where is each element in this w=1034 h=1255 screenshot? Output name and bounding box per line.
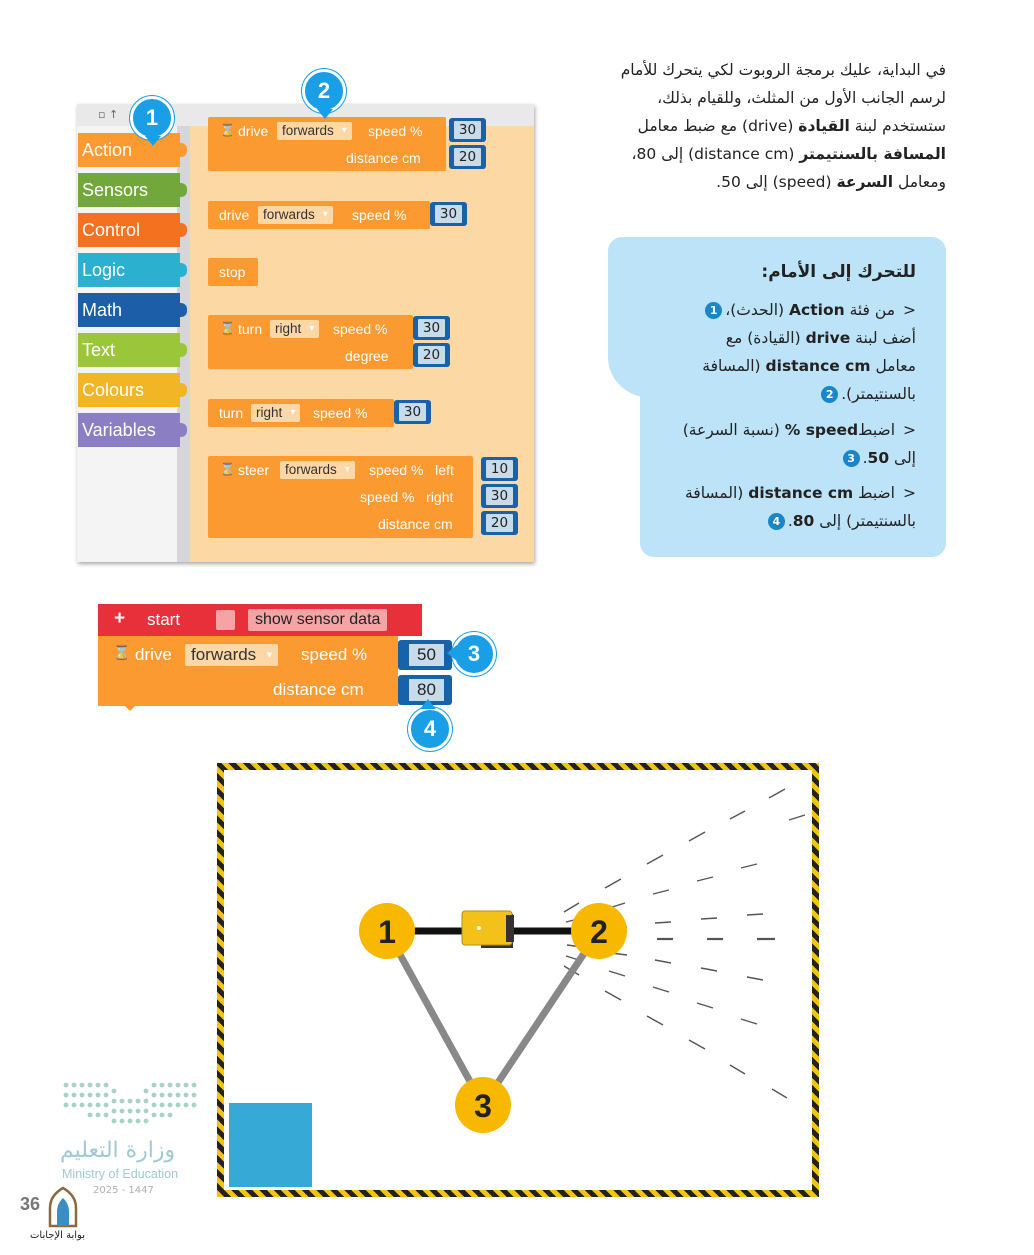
answers-portal-logo-icon: [44, 1186, 82, 1230]
ministry-name-arabic: وزارة التعليم: [60, 1138, 176, 1163]
intro-line: ومعامل السرعة (speed) إلى 50.: [716, 173, 946, 191]
hourglass-icon: ⌛: [220, 321, 235, 335]
callout-badge-3: 3: [452, 632, 496, 676]
show-sensor-data-label: show sensor data: [248, 609, 387, 631]
point-1: [359, 903, 415, 959]
ministry-years: 2025 - 1447: [93, 1185, 154, 1196]
program-drive-block[interactable]: ⌛ drive forwards ▾ speed % distance cm: [98, 636, 398, 706]
info-title: للتحرك إلى الأمام:: [761, 262, 916, 282]
step-number-badge: 4: [768, 513, 785, 530]
degree-value-input[interactable]: 20: [413, 343, 450, 367]
turn-block[interactable]: turn right ▾ speed %: [208, 399, 394, 427]
distance-value-input[interactable]: 20: [449, 145, 486, 169]
speed-value-input[interactable]: 30: [449, 118, 486, 142]
category-sensors[interactable]: Sensors: [78, 173, 180, 207]
palette-topbar-icons: ▫ ↑: [98, 108, 119, 121]
info-step-3: <اضبط distance cm (المسافة بالسنتيمتر) إلى 80.4: [684, 484, 916, 530]
category-logic[interactable]: Logic: [78, 253, 180, 287]
speed-value-input[interactable]: 30: [413, 316, 450, 340]
speed-value-input[interactable]: 50: [398, 640, 452, 670]
turn-degree-block[interactable]: ⌛ turn right ▾ speed % degree: [208, 315, 413, 369]
hourglass-icon: ⌛: [113, 645, 131, 661]
speed-value-input[interactable]: 30: [394, 400, 431, 424]
category-colours[interactable]: Colours: [78, 373, 180, 407]
info-step-1: <من فئة Action (الحدث)،1 أضف لبنة drive (القيادة) مع معامل distance cm (المسافة بالسنتيمتر).2: [702, 301, 916, 403]
callout-badge-2: 2: [302, 69, 346, 113]
intro-line: المسافة بالسنتيمتر (distance cm) إلى 80،: [631, 145, 946, 163]
step-number-badge: 1: [705, 302, 722, 319]
steer-block[interactable]: ⌛ steer forwards ▾ speed % left speed % right distance cm: [208, 456, 473, 538]
direction-dropdown[interactable]: forwards ▾: [280, 461, 355, 479]
callout-badge-4: 4: [408, 707, 452, 751]
left-speed-input[interactable]: 10: [481, 457, 518, 481]
svg-text:2: 2: [590, 914, 608, 950]
callout-badge-1: 1: [130, 96, 174, 140]
direction-dropdown[interactable]: forwards ▾: [277, 122, 352, 140]
distance-value-input[interactable]: 80: [398, 675, 452, 705]
badge-pointer: [447, 645, 457, 661]
step-number-badge: 2: [821, 386, 838, 403]
stage-drawing: [217, 763, 819, 1197]
intro-line: ستستخدم لبنة القيادة (drive) مع ضبط معامل: [637, 117, 946, 135]
hourglass-icon: ⌛: [220, 462, 235, 476]
sensor-checkbox[interactable]: [216, 610, 235, 630]
svg-text:1: 1: [378, 914, 396, 950]
direction-dropdown[interactable]: forwards ▾: [258, 206, 333, 224]
drive-distance-block[interactable]: ⌛ drive forwards ▾ speed % distance cm: [208, 117, 446, 171]
distance-value-input[interactable]: 20: [481, 511, 518, 535]
triangle-side-2-3: [483, 931, 599, 1105]
answers-portal-label: بوابة الإجابات: [30, 1230, 86, 1241]
page-number: 36: [20, 1194, 41, 1214]
right-speed-input[interactable]: 30: [481, 484, 518, 508]
info-step-2: <اضبطspeed % (نسبة السرعة) إلى 50.3: [682, 421, 916, 467]
chevron-down-icon: ▾: [266, 649, 273, 661]
category-variables[interactable]: Variables: [78, 413, 180, 447]
intro-line: في البداية، عليك برمجة الروبوت لكي يتحرك للأمام: [620, 61, 946, 79]
svg-text:3: 3: [474, 1088, 492, 1124]
badge-pointer: [420, 699, 436, 709]
point-3: [455, 1077, 511, 1133]
start-block[interactable]: [98, 604, 422, 636]
intro-line: لرسم الجانب الأول من المثلث، وللقيام بذلك،: [657, 89, 946, 107]
step-number-badge: 3: [843, 450, 860, 467]
category-control[interactable]: Control: [78, 213, 180, 247]
category-math[interactable]: Math: [78, 293, 180, 327]
direction-dropdown[interactable]: right ▾: [270, 320, 319, 338]
block-notch: [123, 704, 137, 711]
stop-block[interactable]: stop: [208, 258, 258, 286]
hourglass-icon: ⌛: [220, 123, 235, 137]
direction-dropdown[interactable]: forwards ▾: [185, 644, 278, 666]
start-label: start: [147, 610, 181, 629]
ministry-logo-dots-icon: [62, 1080, 198, 1130]
category-action[interactable]: Action: [78, 133, 180, 167]
plus-icon[interactable]: +: [114, 608, 126, 629]
drive-block[interactable]: drive forwards ▾ speed %: [208, 201, 430, 229]
triangle-side-1-3: [387, 931, 483, 1105]
robot-icon: [462, 911, 514, 948]
speed-value-input[interactable]: 30: [430, 202, 467, 226]
category-text[interactable]: Text: [78, 333, 180, 367]
direction-dropdown[interactable]: right ▾: [251, 404, 300, 422]
ministry-name-english: Ministry of Education: [62, 1167, 179, 1181]
intro-paragraph: [590, 56, 946, 196]
point-2: [571, 903, 627, 959]
